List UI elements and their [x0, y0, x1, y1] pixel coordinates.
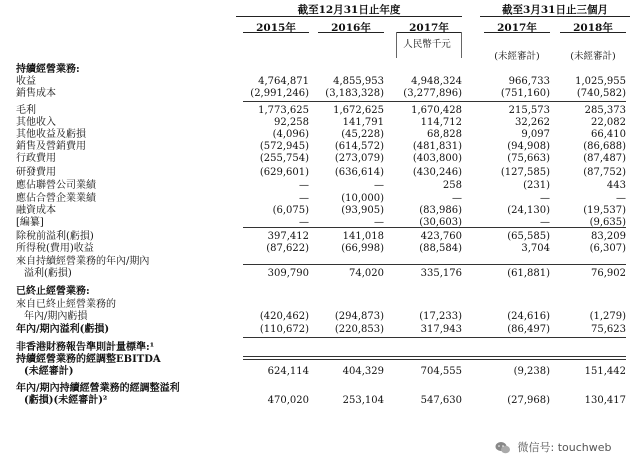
- row-value: (751,160): [500, 88, 550, 99]
- row-value: 1,773,625: [258, 105, 309, 116]
- row-value: (3,277,896): [403, 88, 462, 99]
- row-label: 行政費用: [16, 153, 56, 164]
- row-value: 258: [442, 180, 462, 191]
- row-value: 4,948,324: [411, 76, 462, 87]
- row-value: (86,688): [583, 141, 626, 152]
- row-value: —: [374, 180, 384, 191]
- row-value: (629,601): [259, 167, 309, 178]
- row-value: (294,873): [334, 311, 384, 322]
- column-2018-q1: 2018年: [573, 22, 613, 34]
- row-value: (75,663): [507, 153, 550, 164]
- table-row: [0, 141, 640, 153]
- row-value: 966,733: [508, 76, 550, 87]
- row-label: 融資成本: [16, 205, 56, 216]
- row-value: 253,104: [342, 395, 384, 406]
- row-value: (6,075): [272, 205, 309, 216]
- unaudited-label-2018: (未經審計): [570, 51, 616, 62]
- row-value: (61,881): [507, 268, 550, 279]
- row-label: 年內/期內持續經營業務的經調整溢利: [16, 383, 180, 394]
- row-value: (1,279): [589, 311, 626, 322]
- row-value: 3,704: [521, 243, 550, 254]
- subtotal-rule: [243, 101, 626, 102]
- row-value: (127,585): [500, 167, 550, 178]
- row-value: 215,573: [508, 105, 550, 116]
- row-value: (420,462): [259, 311, 309, 322]
- row-value: 151,442: [584, 366, 626, 377]
- row-value: (3,183,328): [325, 88, 384, 99]
- row-value: 397,412: [267, 231, 309, 242]
- row-value: 75,623: [591, 324, 626, 335]
- row-value: (30,603): [419, 217, 462, 228]
- row-value: 1,670,428: [411, 105, 462, 116]
- subtotal-rule: [243, 337, 626, 338]
- row-value: 704,555: [420, 366, 462, 377]
- row-value: (93,905): [341, 205, 384, 216]
- row-label: 來自持續經營業務的年內/期內: [16, 256, 150, 267]
- row-value: 4,764,871: [258, 76, 309, 87]
- header-rule-quarter: [480, 16, 630, 17]
- row-value: 68,828: [427, 129, 462, 140]
- table-row: [0, 105, 640, 117]
- row-label: 應佔合營企業業績: [16, 193, 96, 204]
- row-label: 年內/期內虧損: [24, 311, 88, 322]
- column-rule-2015: [243, 32, 309, 33]
- row-value: (86,497): [507, 324, 550, 335]
- row-label: 所得稅(費用)收益: [16, 243, 94, 254]
- total-double-rule: [243, 356, 626, 360]
- row-value: (110,672): [259, 324, 309, 335]
- row-value: —: [299, 180, 309, 191]
- row-value: 32,262: [515, 117, 550, 128]
- column-2016: 2016年: [331, 22, 371, 34]
- row-value: (220,853): [334, 324, 384, 335]
- row-value: (572,945): [259, 141, 309, 152]
- row-value: (430,246): [412, 167, 462, 178]
- column-rule-2016: [318, 32, 384, 33]
- row-label: 持續經營業務:: [16, 64, 80, 75]
- row-value: 4,855,953: [333, 76, 384, 87]
- row-value: (10,000): [341, 193, 384, 204]
- table-row: [0, 383, 640, 395]
- table-row: [0, 324, 640, 336]
- row-value: 130,417: [584, 395, 626, 406]
- row-value: (4,096): [272, 129, 309, 140]
- row-label: (未經審計): [24, 366, 74, 377]
- table-row: [0, 193, 640, 205]
- row-label: 年內/期內溢利(虧損): [16, 324, 110, 335]
- row-value: (66,998): [341, 243, 384, 254]
- row-value: (87,752): [583, 167, 626, 178]
- row-value: 22,082: [591, 117, 626, 128]
- wechat-icon: [495, 441, 511, 455]
- row-label: 收益: [16, 76, 36, 87]
- row-value: 317,943: [420, 324, 462, 335]
- table-row: [0, 366, 640, 378]
- row-value: 624,114: [267, 366, 309, 377]
- row-value: (6,307): [589, 243, 626, 254]
- header-group-year: 截至12月31日止年度: [297, 4, 401, 16]
- row-value: (403,800): [412, 153, 462, 164]
- row-label: 其他收入: [16, 117, 56, 128]
- row-label: 非香港財務報告準則計量標準:¹: [16, 342, 155, 353]
- table-row: [0, 153, 640, 165]
- subtotal-rule: [243, 264, 626, 265]
- column-2017-q1: 2017年: [497, 22, 537, 34]
- table-row: [0, 180, 640, 192]
- row-value: (45,228): [341, 129, 384, 140]
- row-value: (87,487): [583, 153, 626, 164]
- table-row: [0, 167, 640, 179]
- row-label: 銷售成本: [16, 88, 56, 99]
- table-row: [0, 256, 640, 268]
- row-value: (9,635): [589, 217, 626, 228]
- row-value: 74,020: [349, 268, 384, 279]
- row-label: 銷售及營銷費用: [16, 141, 86, 152]
- row-label: 來自已終止經營業務的: [16, 299, 116, 310]
- row-label: 已終止經營業務:: [16, 286, 90, 297]
- row-value: 141,018: [342, 231, 384, 242]
- subtotal-rule: [243, 227, 626, 228]
- header-group-quarter: 截至3月31日止三個月: [502, 4, 608, 16]
- table-row: [0, 231, 640, 243]
- row-label: 持續經營業務的經調整EBITDA: [16, 354, 161, 365]
- row-label: 毛利: [16, 105, 36, 116]
- row-label: 應佔聯營公司業績: [16, 180, 96, 191]
- row-value: 404,329: [342, 366, 384, 377]
- row-value: (255,754): [259, 153, 309, 164]
- unaudited-bracket: [396, 32, 462, 58]
- row-value: —: [540, 217, 550, 228]
- row-value: 141,791: [342, 117, 384, 128]
- row-value: 76,902: [591, 268, 626, 279]
- row-value: (24,616): [507, 311, 550, 322]
- row-value: (2,991,246): [250, 88, 309, 99]
- table-row: [0, 395, 640, 407]
- row-label: 除稅前溢利(虧損): [16, 231, 94, 242]
- row-value: (88,584): [419, 243, 462, 254]
- table-row: [0, 205, 640, 217]
- table-row: [0, 64, 640, 76]
- table-row: [0, 88, 640, 100]
- row-value: 9,097: [521, 129, 550, 140]
- row-value: (481,831): [412, 141, 462, 152]
- table-row: [0, 286, 640, 298]
- row-value: 83,209: [591, 231, 626, 242]
- row-value: 309,790: [267, 268, 309, 279]
- row-value: 1,672,625: [333, 105, 384, 116]
- row-value: (65,585): [507, 231, 550, 242]
- table-row: [0, 342, 640, 354]
- row-value: (17,233): [419, 311, 462, 322]
- row-value: 1,025,955: [575, 76, 626, 87]
- column-rule-2018-q1: [560, 32, 626, 33]
- row-value: —: [540, 193, 550, 204]
- row-label: 其他收益及虧損: [16, 129, 86, 140]
- row-value: 66,410: [591, 129, 626, 140]
- watermark: [495, 439, 611, 455]
- row-value: 547,630: [420, 395, 462, 406]
- row-value: (9,238): [513, 366, 550, 377]
- row-value: (636,614): [334, 167, 384, 178]
- row-value: (231): [523, 180, 550, 191]
- header-rule-year: [236, 16, 462, 17]
- row-value: (614,572): [334, 141, 384, 152]
- column-2017: 2017年: [409, 22, 449, 34]
- row-value: —: [452, 193, 462, 204]
- row-value: 470,020: [267, 395, 309, 406]
- row-label: 研發費用: [16, 167, 56, 178]
- row-value: 443: [606, 180, 626, 191]
- column-rule-2017-q1: [484, 32, 550, 33]
- row-value: 285,373: [584, 105, 626, 116]
- row-value: (273,079): [334, 153, 384, 164]
- row-value: —: [374, 217, 384, 228]
- row-label: 溢利(虧損): [24, 268, 72, 279]
- row-value: 335,176: [420, 268, 462, 279]
- row-value: (19,537): [583, 205, 626, 216]
- table-row: [0, 117, 640, 129]
- row-value: (83,986): [419, 205, 462, 216]
- row-value: (87,622): [266, 243, 309, 254]
- column-2015: 2015年: [256, 22, 296, 34]
- row-value: —: [299, 217, 309, 228]
- currency-unit: 人民幣千元: [403, 39, 451, 50]
- row-value: (24,130): [507, 205, 550, 216]
- watermark-text: 微信号: touchweb: [517, 441, 612, 454]
- row-label: (虧損)(未經審計)²: [24, 395, 108, 406]
- row-value: (27,968): [507, 395, 550, 406]
- row-value: —: [616, 193, 626, 204]
- unaudited-label-2017: (未經審計): [494, 51, 540, 62]
- table-row: [0, 129, 640, 141]
- row-value: —: [299, 193, 309, 204]
- table-row: [0, 311, 640, 323]
- table-row: [0, 268, 640, 280]
- row-value: (94,908): [507, 141, 550, 152]
- table-row: [0, 299, 640, 311]
- row-value: 92,258: [274, 117, 309, 128]
- table-row: [0, 243, 640, 255]
- row-value: 423,760: [420, 231, 462, 242]
- row-value: (740,582): [576, 88, 626, 99]
- row-label: [編纂]: [16, 217, 44, 228]
- row-value: 114,712: [420, 117, 462, 128]
- table-row: [0, 76, 640, 88]
